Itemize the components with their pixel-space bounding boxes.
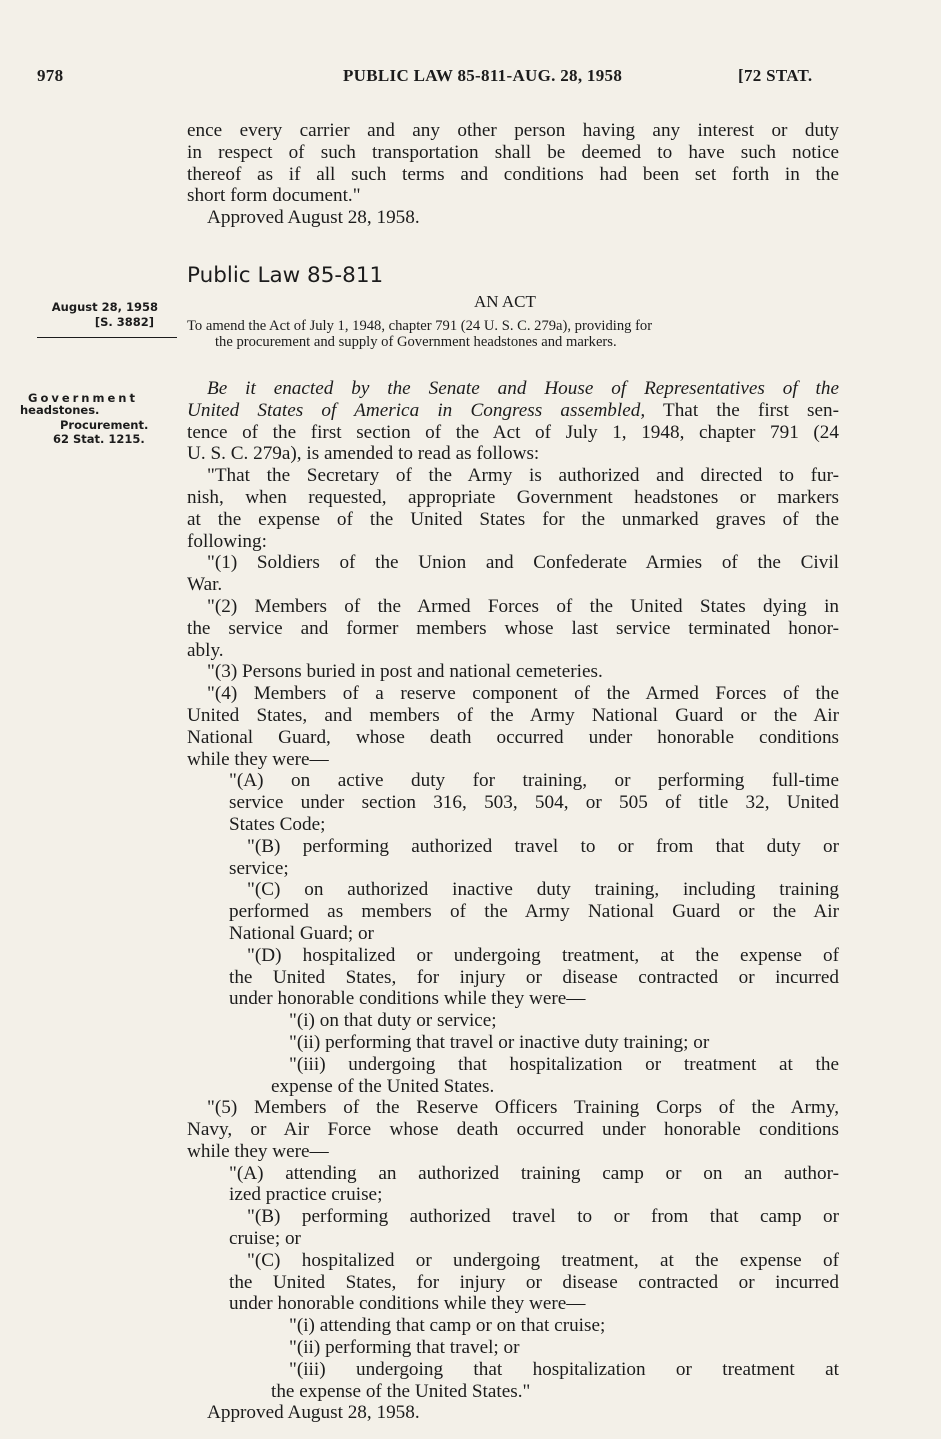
list-item: National Guard, whose death occurred under honorable conditions	[187, 726, 839, 748]
sub-sub-item: "(ii) performing that travel or inactive duty training; or	[289, 1031, 710, 1053]
list-item: War.	[187, 574, 223, 596]
sub-item: States Code;	[229, 813, 326, 835]
text-line: at the expense of the United States for the unmarked graves of the	[187, 508, 839, 530]
sub-sub-item: "(ii) performing that travel; or	[289, 1337, 520, 1359]
sub-item: "(B) performing authorized travel to or from that duty or	[247, 835, 839, 857]
sub-item: "(D) hospitalized or undergoing treatment, at the expense of	[247, 944, 839, 966]
sub-item: "(B) performing authorized travel to or from that camp or	[247, 1206, 839, 1228]
sub-sub-item: expense of the United States.	[271, 1075, 495, 1097]
act-heading: AN ACT	[474, 292, 536, 311]
list-item: "(4) Members of a reserve component of the Armed Forces of the	[207, 683, 839, 705]
margin-date: August 28, 1958	[51, 300, 158, 314]
text-line: ence every carrier and any other person having any interest or duty	[187, 120, 839, 141]
text-line: following:	[187, 530, 267, 552]
margin-rule	[37, 337, 177, 338]
sub-item: ized practice cruise;	[229, 1184, 383, 1206]
page-number: 978	[37, 66, 64, 85]
sub-item: "(A) on active duty for training, or performing full-time	[229, 770, 839, 792]
enacting-italic: United States of America in Congress assembled,	[187, 399, 646, 421]
enacting-clause-line: Be it enacted by the Senate and House of Representatives of the	[207, 378, 839, 399]
text-line: nish, when requested, appropriate Government headstones or markers	[187, 486, 839, 508]
approved-date: Approved August 28, 1958.	[207, 207, 420, 229]
list-item: the service and former members whose last service terminated honor-	[187, 617, 839, 639]
sub-item: National Guard; or	[229, 922, 374, 944]
text-line: in respect of such transportation shall be deemed to have such notice	[187, 141, 839, 163]
sub-sub-item: the expense of the United States."	[271, 1380, 531, 1402]
margin-bill: [S. 3882]	[94, 315, 154, 329]
text-line: "That the Secretary of the Army is authorized and directed to fur-	[207, 465, 839, 487]
margin-note-government: Government	[28, 391, 138, 405]
list-item: while they were—	[187, 748, 329, 770]
sub-item: under honorable conditions while they were—	[229, 988, 586, 1010]
sub-sub-item: "(iii) undergoing that hospitalization or treatment at the	[289, 1053, 839, 1075]
enacting-clause-line: U. S. C. 279a), is amended to read as follows:	[187, 443, 540, 465]
sub-item: "(C) on authorized inactive duty training, including training	[247, 879, 839, 901]
sub-item: the United States, for injury or disease contracted or incurred	[229, 966, 839, 988]
running-title: PUBLIC LAW 85-811-AUG. 28, 1958	[343, 66, 623, 85]
volume-reference: [72 STAT.	[738, 66, 813, 85]
sub-item: performed as members of the Army National Guard or the Air	[229, 901, 839, 923]
act-purpose-line-2: the procurement and supply of Government headstones and markers.	[215, 334, 617, 350]
enacting-clause-line: tence of the first section of the Act of July 1, 1948, chapter 791 (24	[187, 421, 839, 443]
sub-item: cruise; or	[229, 1228, 301, 1250]
margin-note-procurement: Procurement.	[60, 418, 149, 432]
sub-item: the United States, for injury or disease contracted or incurred	[229, 1271, 839, 1293]
sub-item: service under section 316, 503, 504, or 505 of title 32, United	[229, 792, 839, 814]
list-item: "(5) Members of the Reserve Officers Training Corps of the Army,	[207, 1097, 839, 1119]
law-body	[187, 378, 839, 1424]
sub-item: "(A) attending an authorized training camp or on an author-	[229, 1162, 839, 1184]
list-item: "(1) Soldiers of the Union and Confederate Armies of the Civil	[207, 552, 839, 574]
margin-note-statute: 62 Stat. 1215.	[53, 432, 145, 446]
sub-item: service;	[229, 857, 289, 879]
sub-sub-item: "(i) on that duty or service;	[289, 1010, 497, 1032]
sub-sub-item: "(iii) undergoing that hospitalization or treatment at	[289, 1358, 839, 1380]
text-line: short form document."	[187, 185, 361, 207]
list-item: "(2) Members of the Armed Forces of the United States dying in	[207, 595, 839, 617]
approved-date: Approved August 28, 1958.	[207, 1402, 420, 1424]
text-line: thereof as if all such terms and conditions had been set forth in the	[187, 163, 839, 185]
sub-item: "(C) hospitalized or undergoing treatment, at the expense of	[247, 1249, 839, 1271]
list-item: Navy, or Air Force whose death occurred under honorable conditions	[187, 1119, 839, 1141]
act-purpose-line-1: To amend the Act of July 1, 1948, chapter 791 (24 U. S. C. 279a), providing for	[187, 318, 653, 334]
law-title: Public Law 85-811	[187, 263, 384, 288]
sub-item: under honorable conditions while they were—	[229, 1293, 586, 1315]
list-item: "(3) Persons buried in post and national cemeteries.	[207, 661, 603, 683]
list-item: United States, and members of the Army National Guard or the Air	[187, 704, 839, 726]
enacting-clause-line	[187, 400, 839, 422]
list-item: while they were—	[187, 1140, 329, 1162]
list-item: ably.	[187, 639, 224, 661]
enacting-text: That the first sen-	[645, 399, 839, 421]
continuation-text	[187, 120, 839, 229]
margin-note-headstones: headstones.	[20, 403, 100, 417]
sub-sub-item: "(i) attending that camp or on that cruise;	[289, 1315, 606, 1337]
